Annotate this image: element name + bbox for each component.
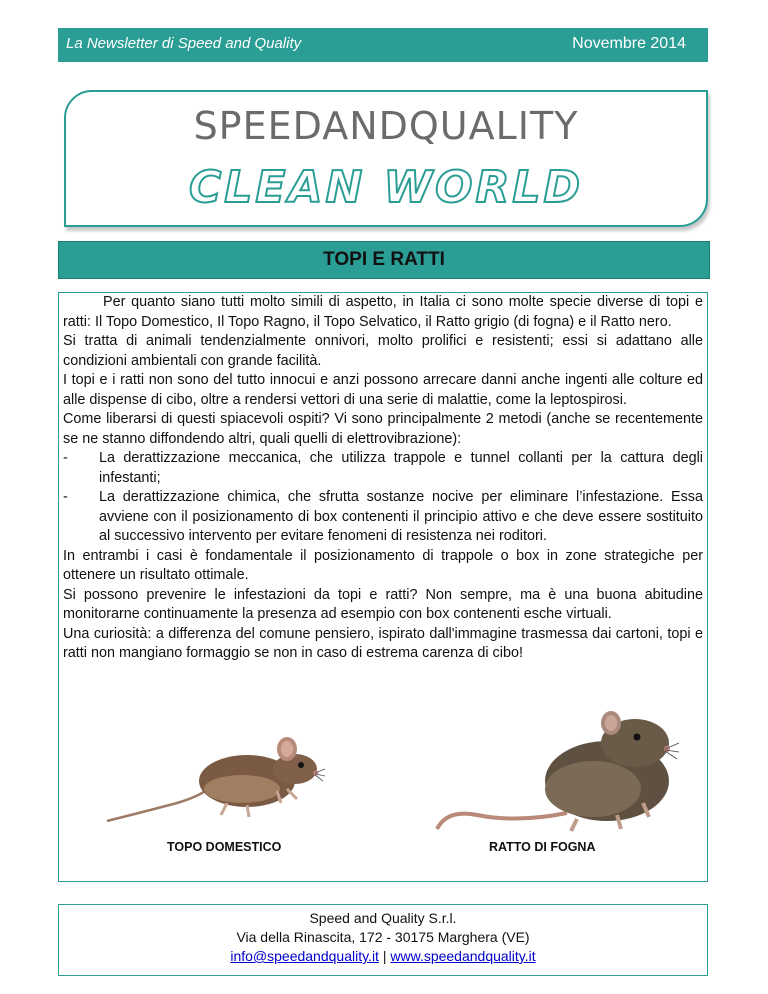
email-link[interactable]: info@speedandquality.it [230,948,379,964]
bullet-marker: - [63,450,68,466]
rat-caption: RATTO DI FOGNA [489,840,596,854]
paragraph: In entrambi i casi è fondamentale il posizionamento di trappole o box in zone strategiche per ottenere un risultato ottimale. [63,547,703,583]
logo-box [64,90,708,227]
list-item [63,488,703,547]
mouse-caption: TOPO DOMESTICO [167,840,282,854]
paragraph: Una curiosità: a differenza del comune pensiero, ispirato dall'immagine trasmessa dai cartoni, topi e ratti non mangiano formaggio se non in caso di estrema carenza di cibo! [63,625,703,661]
newsletter-header-bar [58,28,708,62]
article-box [58,292,708,882]
newsletter-label: La Newsletter di Speed and Quality [66,35,302,52]
contact-line [59,947,707,966]
brand-logo: SPEEDANDQUALITY [193,104,579,148]
issue-date: Novembre 2014 [572,35,686,52]
paragraph: Si possono prevenire le infestazioni da topi e ratti? Non sempre, ma è una buona abitudine monitorarne continuamente la presenza ad esempio con box contenenti esche virtuali. [63,586,703,622]
list-item-text: La derattizzazione chimica, che sfrutta sostanze nocive per eliminare l’infestazione. Essa avviene con il posizionamento di box contenenti il principio attivo e che deve essere sostituito al successivo intervento per evitare fenomeni di resistenza nei roditori. [99,489,703,544]
paragraph: I topi e i ratti non sono del tutto innocui e anzi possono arrecare danni anche ingenti alle colture ed alle dispense di cibo, oltre a rendersi vettori di una serie di malattie, come la leptospirosi. [63,372,703,408]
list-item-text: La derattizzazione meccanica, che utilizza trappole e tunnel collanti per la cattura degli infestanti; [99,450,703,486]
article-text [63,293,703,664]
bullet-marker: - [63,489,68,505]
list-item [63,449,703,488]
link-separator: | [378,948,391,964]
company-address: Via della Rinascita, 172 - 30175 Marghera (VE) [236,929,530,945]
newsletter-title: CLEAN WORLD [189,162,583,213]
paragraph: Per quanto siano tutti molto simili di aspetto, in Italia ci sono molte specie diverse di topi e ratti: Il Topo Domestico, Il Topo Ragno, il Topo Selvatico, il Ratto grigio (di fogna) e il Ratto nero. [63,294,703,330]
paragraph: Si tratta di animali tendenzialmente onnivori, molto prolifici e resistenti; essi si adattano alle condizioni ambientali con grande facilità. [63,333,703,369]
section-title: TOPI E RATTI [58,241,710,279]
website-link[interactable]: www.speedandquality.it [390,948,536,964]
footer-box [58,904,708,976]
sewer-rat-image [417,703,697,843]
house-mouse-image [87,711,327,831]
company-name: Speed and Quality S.r.l. [309,910,457,926]
paragraph: Come liberarsi di questi spiacevoli ospiti? Vi sono principalmente 2 metodi (anche se recentemente se ne stanno diffondendo altri, quali quelli di elettrovibrazione): [63,411,703,447]
